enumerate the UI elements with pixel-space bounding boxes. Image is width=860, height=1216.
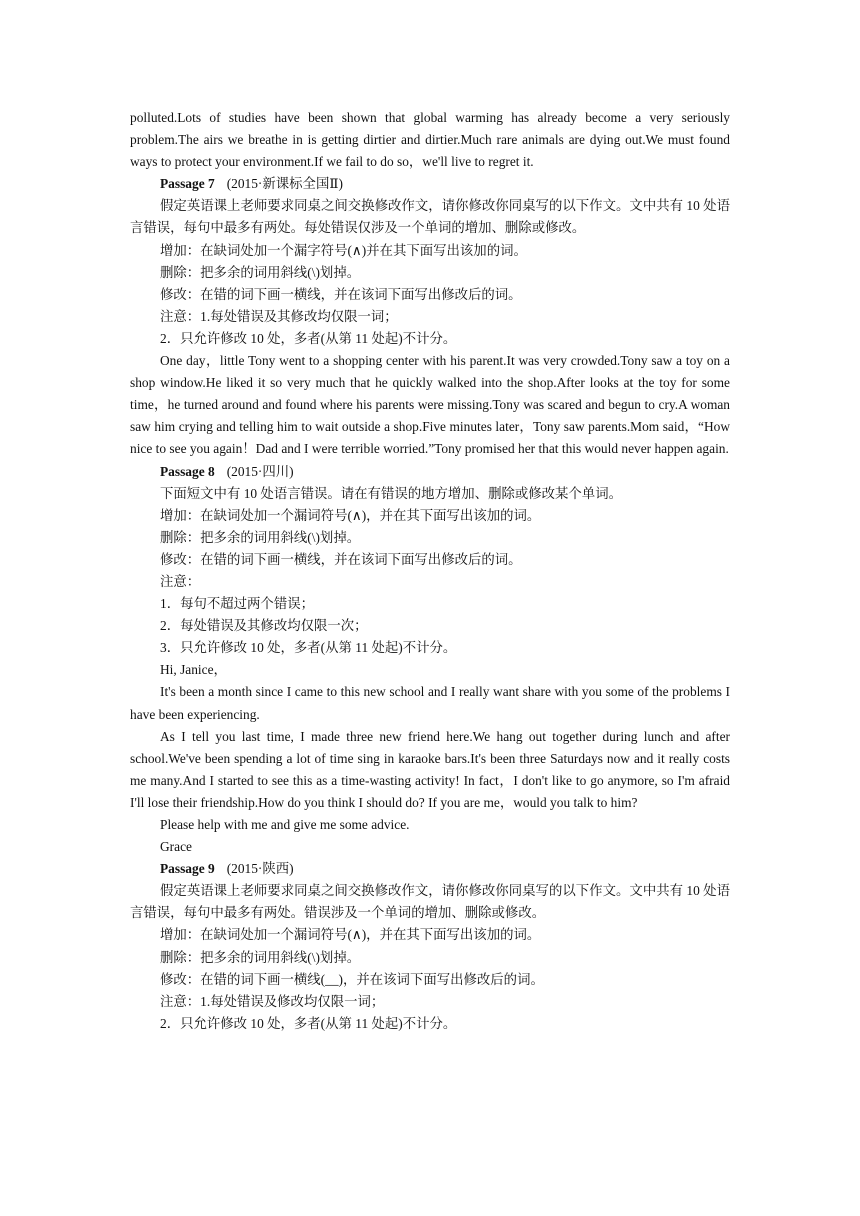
passage8-note-1: 1．每句不超过两个错误；: [160, 596, 314, 612]
passage8-note-2: 2．每处错误及其修改均仅限一次；: [160, 618, 368, 634]
passage9-title: Passage 9: [160, 861, 215, 877]
passage8-signature: Grace: [160, 839, 192, 855]
passage8-intro: 下面短文中有 10 处语言错误。请在有错误的地方增加、删除或修改某个单词。: [160, 485, 622, 501]
passage7-text: One day，little Tony went to a shopping center with his parent.It was very crowded.Tony saw a toy on a shop window.He liked it so very much that he quickly walked into the shop.After looks at the toy for some time，he turned around and found where his parents were missing.Tony was scared and begun to cry.A woman saw him crying and telling him to wait outside a shop.Five minutes later，Tony saw parents.Mom said，“How nice to see you again！Dad and I were terrible worried.”Tony promised her that this would never happen again.: [130, 353, 730, 457]
passage9-delete-rule: 删除：把多余的词用斜线(\)划掉。: [160, 949, 361, 965]
passage7-note-2: 2．只允许修改 10 处，多者(从第 11 处起)不计分。: [160, 330, 457, 346]
passage9-note-1: 注意：1.每处错误及修改均仅限一词；: [160, 993, 385, 1009]
passage8-paragraph-1: It's been a month since I came to this new school and I really want share with you some of the problems I have been experiencing.: [130, 684, 730, 722]
passage8-add-rule: 增加：在缺词处加一个漏词符号(∧)，并在其下面写出该加的词。: [160, 507, 541, 523]
passage7-modify-rule: 修改：在错的词下画一横线，并在该词下面写出修改后的词。: [160, 286, 522, 302]
passage7-delete-rule: 删除：把多余的词用斜线(\)划掉。: [160, 264, 361, 280]
passage9-note-2: 2．只允许修改 10 处，多者(从第 11 处起)不计分。: [160, 1015, 457, 1031]
passage9-add-rule: 增加：在缺词处加一个漏词符号(∧)，并在其下面写出该加的词。: [160, 927, 541, 943]
passage9-intro: 假定英语课上老师要求同桌之间交换修改作文，请你修改你同桌写的以下作文。文中共有 10 处语言错误，每句中最多有两处。错误涉及一个单词的增加、删除或修改。: [130, 883, 730, 921]
passage8-modify-rule: 修改：在错的词下画一横线，并在该词下面写出修改后的词。: [160, 551, 522, 567]
passage7-intro: 假定英语课上老师要求同桌之间交换修改作文，请你修改你同桌写的以下作文。文中共有 10 处语言错误，每句中最多有两处。每处错误仅涉及一个单词的增加、删除或修改。: [130, 198, 730, 236]
passage8-paragraph-2: As I tell you last time, I made three new friend here.We hang out together during lunch and after school.We've been spending a lot of time sing in karaoke bars.It's been three Saturdays now and it really costs me many.And I started to see this as a time-wasting activity! In fact，I don't like to go anymore, so I'm afraid I'll lose their friendship.How do you think I should do? If you are me，would you talk to him?: [130, 728, 730, 810]
passage9-heading: [130, 858, 730, 880]
passage7-add-rule: 增加：在缺词处加一个漏字符号(∧)并在其下面写出该加的词。: [160, 242, 527, 258]
passage8-greeting: Hi, Janice，: [160, 662, 227, 678]
passage8-source: (2015·四川): [226, 463, 294, 479]
passage7-note-1: 注意：1.每处错误及其修改均仅限一词；: [160, 308, 398, 324]
passage7-title: Passage 7: [160, 176, 215, 192]
passage8-paragraph-3: Please help with me and give me some advice.: [160, 817, 410, 832]
passage9-source: (2015·陕西): [226, 861, 294, 877]
passage7-heading: [130, 173, 730, 195]
passage8-heading: [130, 461, 730, 483]
passage8-note-3: 3．只允许修改 10 处，多者(从第 11 处起)不计分。: [160, 640, 457, 656]
passage8-note-label: 注意：: [160, 573, 201, 589]
document-page: [130, 107, 730, 1035]
passage8-title: Passage 8: [160, 463, 215, 479]
passage9-modify-rule: 修改：在错的词下画一横线(__)，并在该词下面写出修改后的词。: [160, 971, 544, 987]
passage6-ending-text: polluted.Lots of studies have been shown that global warming has already become a very seriously problem.The airs we breathe in is getting dirtier and dirtier.Much rare animals are dying out.We must found ways to protect your environment.If we fail to do so，we'll live to regret it.: [130, 110, 730, 170]
passage7-source: (2015·新课标全国Ⅱ): [226, 176, 343, 192]
passage8-delete-rule: 删除：把多余的词用斜线(\)划掉。: [160, 529, 361, 545]
